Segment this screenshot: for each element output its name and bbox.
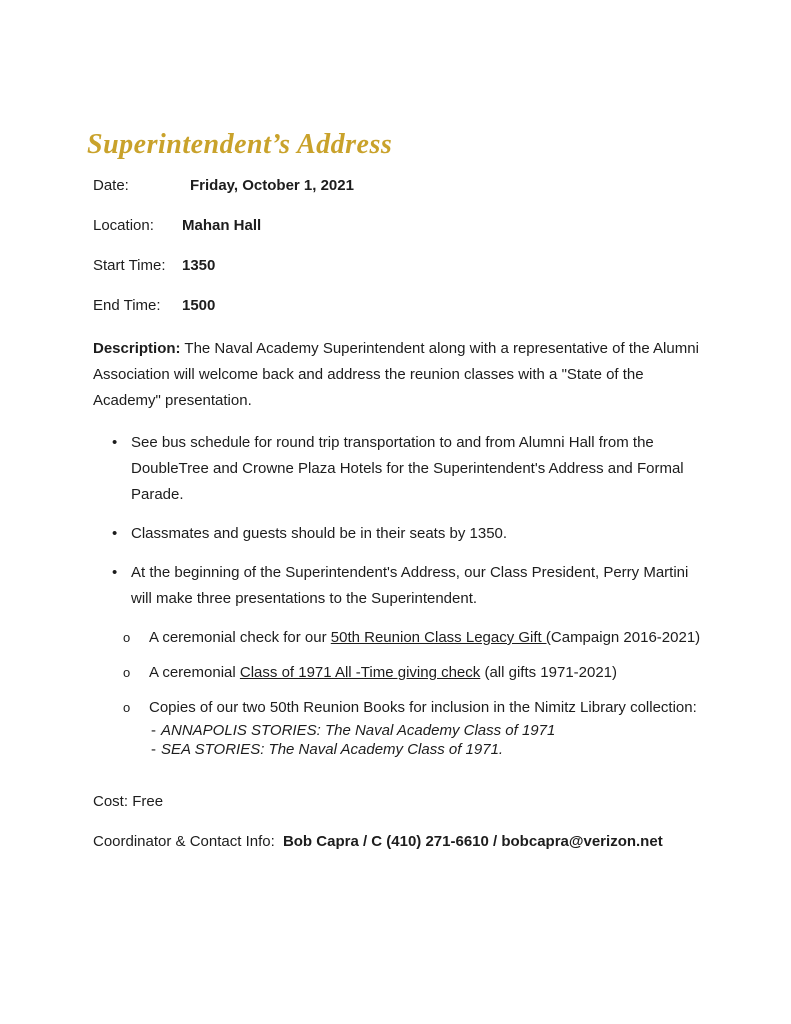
circle-bullet-icon: o [123, 630, 131, 645]
sub-bullet-list [93, 625, 707, 759]
underlined-text: Class of 1971 All -Time giving check [239, 664, 481, 681]
dash-icon: - [151, 722, 156, 739]
book-item [149, 740, 697, 759]
field-label-end-time: End Time: [93, 297, 161, 314]
field-value-start-time: 1350 [182, 257, 216, 274]
dash-icon: - [151, 741, 156, 758]
description-paragraph [93, 336, 707, 414]
bullet-icon: • [112, 525, 118, 542]
bullet-icon: • [112, 564, 118, 581]
book-title: ANNAPOLIS STORIES: The Naval Academy Class of 1971 [161, 722, 556, 739]
bullet-item [93, 430, 707, 508]
sub-bullet-item [93, 660, 707, 686]
field-label-date: Date: [93, 177, 129, 194]
field-label-start-time: Start Time: [93, 257, 166, 274]
coordinator-label: Coordinator & Contact Info: [93, 833, 275, 850]
bullet-list [93, 430, 707, 612]
cost-value: Free [132, 793, 164, 810]
bullet-item [93, 521, 707, 547]
field-label-location: Location: [93, 217, 154, 234]
book-list [149, 721, 697, 759]
field-value-end-time: 1500 [182, 297, 216, 314]
sub-bullet-text: A ceremonial Class of 1971 All -Time giving check (all gifts 1971-2021) [149, 664, 618, 681]
field-row-start-time [93, 256, 707, 275]
field-row-date [93, 176, 707, 195]
circle-bullet-icon: o [123, 665, 131, 680]
field-row-location [93, 216, 707, 235]
field-value-location: Mahan Hall [182, 217, 262, 234]
book-title: SEA STORIES: The Naval Academy Class of 1971. [161, 741, 504, 758]
sub-bullet-intro: Copies of our two 50th Reunion Books for inclusion in the Nimitz Library collection: [149, 699, 697, 716]
bullet-icon: • [112, 434, 118, 451]
bullet-item [93, 560, 707, 612]
cost-label: Cost: [93, 793, 129, 810]
underlined-text: 50th Reunion Class Legacy Gift ( [330, 629, 551, 646]
book-item [149, 721, 697, 740]
page-title: Superintendent’s Address [87, 129, 393, 160]
sub-bullet-text [149, 695, 697, 759]
field-row-end-time [93, 296, 707, 315]
description-label: Description: [93, 340, 181, 357]
coordinator-line [93, 832, 707, 851]
sub-bullet-text: A ceremonial check for our 50th Reunion Class Legacy Gift (Campaign 2016-2021) [149, 629, 701, 646]
cost-line [93, 792, 707, 811]
coordinator-value: Bob Capra / C (410) 271-6610 / bobcapra@verizon.net [282, 833, 663, 850]
bullet-text: At the beginning of the Superintendent's Address, our Class President, Perry Martini will make three presentations to the Superintendent. [131, 564, 689, 607]
field-value-date: Friday, October 1, 2021 [190, 177, 354, 194]
circle-bullet-icon: o [123, 700, 131, 715]
sub-bullet-item [93, 625, 707, 651]
bullet-text: Classmates and guests should be in their seats by 1350. [131, 525, 508, 542]
description-text: The Naval Academy Superintendent along with a representative of the Alumni Association will welcome back and address the reunion classes with a "State of the Academy" presentation. [93, 340, 699, 409]
sub-bullet-item [93, 695, 707, 759]
bullet-text: See bus schedule for round trip transportation to and from Alumni Hall from the DoubleTree and Crowne Plaza Hotels for the Superintendent's Address and Formal Parade. [131, 434, 684, 503]
